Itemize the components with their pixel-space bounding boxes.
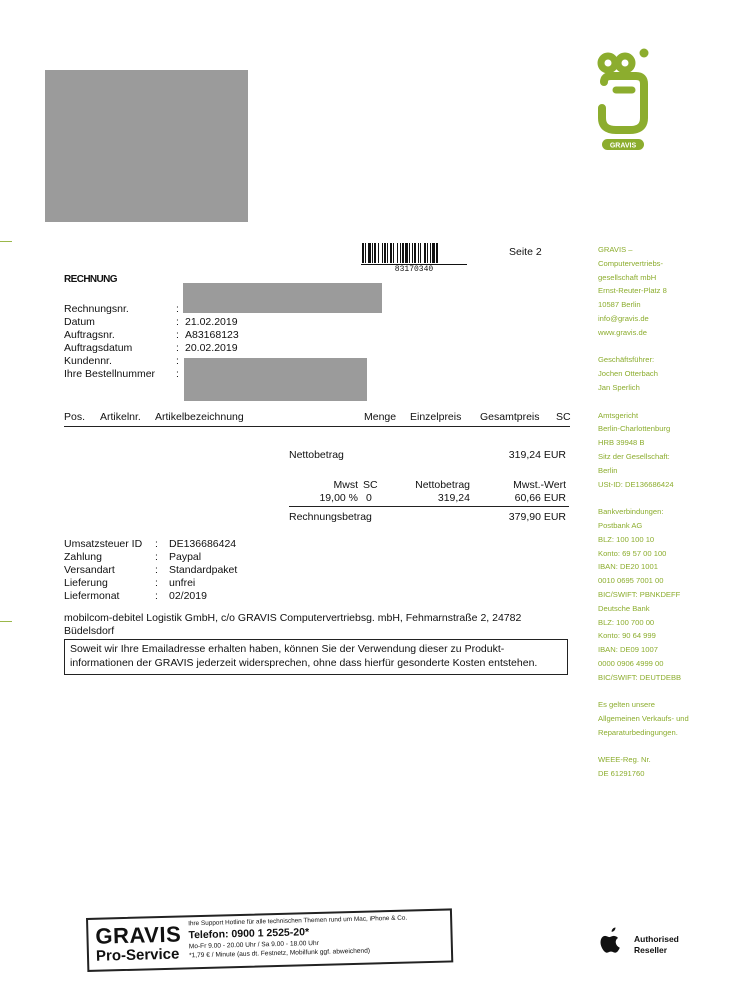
pro-service-banner bbox=[86, 908, 453, 972]
info-label: Lieferung bbox=[64, 577, 108, 589]
sidebar-line: DE 61291760 bbox=[598, 769, 645, 779]
sidebar-line: Jochen Otterbach bbox=[598, 369, 658, 379]
info-value-shipping: Standardpaket bbox=[169, 564, 238, 576]
info-label: Versandart bbox=[64, 564, 115, 576]
col-pos: Pos. bbox=[64, 411, 86, 423]
sidebar-line: Berlin bbox=[598, 465, 618, 475]
barcode-bar bbox=[420, 243, 421, 263]
sidebar-line: Ernst-Reuter-Platz 8 bbox=[598, 286, 667, 296]
col-description: Artikelbezeichnung bbox=[155, 411, 244, 423]
sidebar-line: BLZ: 100 100 10 bbox=[598, 534, 655, 544]
sidebar-line: IBAN: DE20 1001 bbox=[598, 562, 658, 572]
weee-registration bbox=[598, 753, 723, 781]
sidebar-line: Allgemeinen Verkaufs- und bbox=[598, 714, 689, 724]
barcode-bar bbox=[402, 243, 404, 263]
sidebar-line: 0010 0695 7001 00 bbox=[598, 576, 664, 586]
col-unit-price: Einzelpreis bbox=[410, 411, 462, 423]
tax-sc: 0 bbox=[366, 492, 372, 504]
tax-rate: 19,00 % bbox=[319, 492, 358, 504]
barcode-bar bbox=[390, 243, 392, 263]
barcode-bar bbox=[418, 243, 419, 263]
info-colon: : bbox=[155, 590, 158, 602]
sidebar-line: IBAN: DE09 1007 bbox=[598, 645, 658, 655]
barcode-bar bbox=[368, 243, 371, 263]
privacy-notice-line: informationen der GRAVIS jederzeit widersprechen, ohne dass hierfür gesonderte Kosten entstehen. bbox=[70, 657, 538, 669]
info-value-vat-id: DE136686424 bbox=[169, 538, 237, 550]
pro-service-subtitle: Pro-Service bbox=[95, 945, 180, 965]
sidebar-line: Konto: 69 57 00 100 bbox=[598, 548, 667, 558]
barcode-bar bbox=[382, 243, 383, 263]
info-colon: : bbox=[155, 538, 158, 550]
company-address bbox=[598, 243, 723, 340]
gravis-logo-mark bbox=[594, 44, 656, 152]
apple-logo-icon bbox=[599, 926, 623, 956]
shipper-line-2: Büdelsdorf bbox=[64, 625, 115, 637]
tax-col-value: Mwst.-Wert bbox=[513, 479, 566, 491]
barcode-bar bbox=[362, 243, 364, 263]
sidebar-line: WEEE-Reg. Nr. bbox=[598, 755, 651, 765]
barcode-bar bbox=[436, 243, 438, 263]
barcode-bar bbox=[372, 243, 373, 263]
sidebar-line: gesellschaft mbH bbox=[598, 272, 657, 282]
hotline-intro: Ihre Support Hotline für alle technischen Themen rund um Mac, iPhone & Co. bbox=[188, 914, 408, 928]
terms-notice bbox=[598, 698, 723, 739]
hotline-phone: Telefon: 0900 1 2525-20* bbox=[188, 926, 310, 942]
barcode-bar bbox=[430, 243, 431, 263]
privacy-notice-line: Soweit wir Ihre Emailadresse erhalten haben, können Sie der Verwendung dieser zu Produkt- bbox=[70, 643, 505, 655]
redacted-address-block bbox=[45, 70, 248, 222]
sidebar-line: BIC/SWIFT: DEUTDEBB bbox=[598, 672, 682, 682]
barcode-bar bbox=[405, 243, 408, 263]
sidebar-line: HRB 39948 B bbox=[598, 438, 645, 448]
info-colon: : bbox=[155, 564, 158, 576]
info-label: Liefermonat bbox=[64, 590, 120, 602]
tax-col-sc: SC bbox=[363, 479, 378, 491]
barcode-bar bbox=[432, 243, 435, 263]
tax-col-rate: Mwst bbox=[333, 479, 358, 491]
hotline-price: *1,79 € / Minute (aus dt. Festnetz, Mobilfunk ggf. abweichend) bbox=[188, 947, 371, 960]
barcode-bar bbox=[374, 243, 376, 263]
invoice-total-value: 379,90 EUR bbox=[508, 511, 566, 523]
page-number: Seite 2 bbox=[509, 246, 542, 258]
apple-icon bbox=[599, 926, 623, 956]
col-sc: SC bbox=[556, 411, 571, 423]
barcode-bar bbox=[400, 243, 401, 263]
barcode-bar bbox=[393, 243, 394, 263]
reseller-label bbox=[634, 934, 679, 956]
sidebar-line: 0000 0906 4999 00 bbox=[598, 658, 664, 668]
info-value-delivery: unfrei bbox=[169, 577, 196, 589]
info-value-delivery-month: 02/2019 bbox=[169, 590, 207, 602]
document-title: RECHNUNG bbox=[64, 274, 117, 285]
sidebar-line: GRAVIS – bbox=[598, 245, 633, 254]
sidebar-line: Sitz der Gesellschaft: bbox=[598, 451, 670, 461]
col-article-number: Artikelnr. bbox=[100, 411, 141, 423]
sidebar-line: Berlin-Charlottenburg bbox=[598, 424, 671, 434]
barcode-bar bbox=[424, 243, 426, 263]
barcode-bar bbox=[365, 243, 366, 263]
sidebar-email: info@gravis.de bbox=[598, 313, 649, 323]
hotline-hours: Mo-Fr 9.00 - 20.00 Uhr / Sa 9.00 - 18.00 Uhr bbox=[188, 939, 319, 951]
col-total-price: Gesamtpreis bbox=[480, 411, 540, 423]
totals-rule bbox=[289, 506, 569, 507]
info-value-payment: Paypal bbox=[169, 551, 202, 563]
sidebar-line: BIC/SWIFT: PBNKDEFF bbox=[598, 589, 681, 599]
fold-mark-top bbox=[0, 241, 12, 242]
redacted-invoice-number bbox=[183, 283, 382, 313]
tax-net: 319,24 bbox=[437, 492, 470, 504]
info-label: Umsatzsteuer ID bbox=[64, 538, 143, 550]
sidebar-line: Deutsche Bank bbox=[598, 603, 650, 613]
barcode-bar bbox=[397, 243, 398, 263]
sidebar-website: www.gravis.de bbox=[598, 327, 647, 337]
bank-postbank bbox=[598, 505, 723, 602]
sidebar-line: Es gelten unsere bbox=[598, 700, 655, 710]
info-label: Zahlung bbox=[64, 551, 102, 563]
barcode-bar bbox=[378, 243, 379, 263]
barcode-bar bbox=[384, 243, 386, 263]
net-amount-label: Nettobetrag bbox=[289, 449, 344, 461]
col-quantity: Menge bbox=[364, 411, 397, 423]
company-management bbox=[598, 353, 723, 394]
company-sidebar bbox=[598, 243, 723, 781]
sidebar-line: Jan Sperlich bbox=[598, 382, 640, 392]
table-header-rule bbox=[64, 426, 570, 427]
sidebar-line: USt-ID: DE136686424 bbox=[598, 479, 674, 489]
reseller-line: Authorised bbox=[634, 934, 679, 944]
barcode-bar bbox=[387, 243, 388, 263]
bank-deutsche-bank bbox=[598, 602, 723, 685]
barcode-number: 83170340 bbox=[361, 264, 467, 274]
sidebar-line: Konto: 90 64 999 bbox=[598, 631, 656, 641]
tax-value: 60,66 EUR bbox=[514, 492, 566, 504]
svg-text:GRAVIS: GRAVIS bbox=[609, 142, 637, 150]
invoice-total-label: Rechnungsbetrag bbox=[289, 511, 372, 523]
sidebar-line: Geschäftsführer: bbox=[598, 355, 655, 365]
redacted-customer-info bbox=[184, 358, 367, 401]
tax-col-net: Nettobetrag bbox=[415, 479, 470, 491]
shipper-line-1: mobilcom-debitel Logistik GmbH, c/o GRAVIS Computervertriebsg. mbH, Fehmarnstraße 2, 24782 bbox=[64, 612, 522, 624]
sidebar-line: Bankverbindungen: bbox=[598, 507, 664, 517]
barcode-bars bbox=[361, 243, 467, 263]
gravis-logo bbox=[594, 44, 656, 152]
sidebar-line: 10587 Berlin bbox=[598, 300, 641, 310]
barcode-bar bbox=[412, 243, 413, 263]
items-table-header bbox=[0, 411, 590, 427]
barcode bbox=[361, 243, 467, 273]
sidebar-line: BLZ: 100 700 00 bbox=[598, 617, 655, 627]
sidebar-line: Reparaturbedingungen. bbox=[598, 727, 678, 737]
barcode-bar bbox=[414, 243, 416, 263]
info-colon: : bbox=[155, 577, 158, 589]
sidebar-line: Postbank AG bbox=[598, 520, 643, 530]
sidebar-line: Amtsgericht bbox=[598, 410, 639, 420]
company-registry bbox=[598, 409, 723, 492]
fold-mark-bottom bbox=[0, 621, 12, 622]
barcode-bar bbox=[409, 243, 410, 263]
net-amount-value: 319,24 EUR bbox=[508, 449, 566, 461]
barcode-bar bbox=[427, 243, 428, 263]
privacy-notice-box bbox=[64, 639, 568, 675]
reseller-line: Reseller bbox=[634, 945, 668, 955]
sidebar-line: Computervertriebs- bbox=[598, 258, 663, 268]
pro-service-brand: GRAVIS bbox=[95, 921, 182, 949]
info-colon: : bbox=[155, 551, 158, 563]
